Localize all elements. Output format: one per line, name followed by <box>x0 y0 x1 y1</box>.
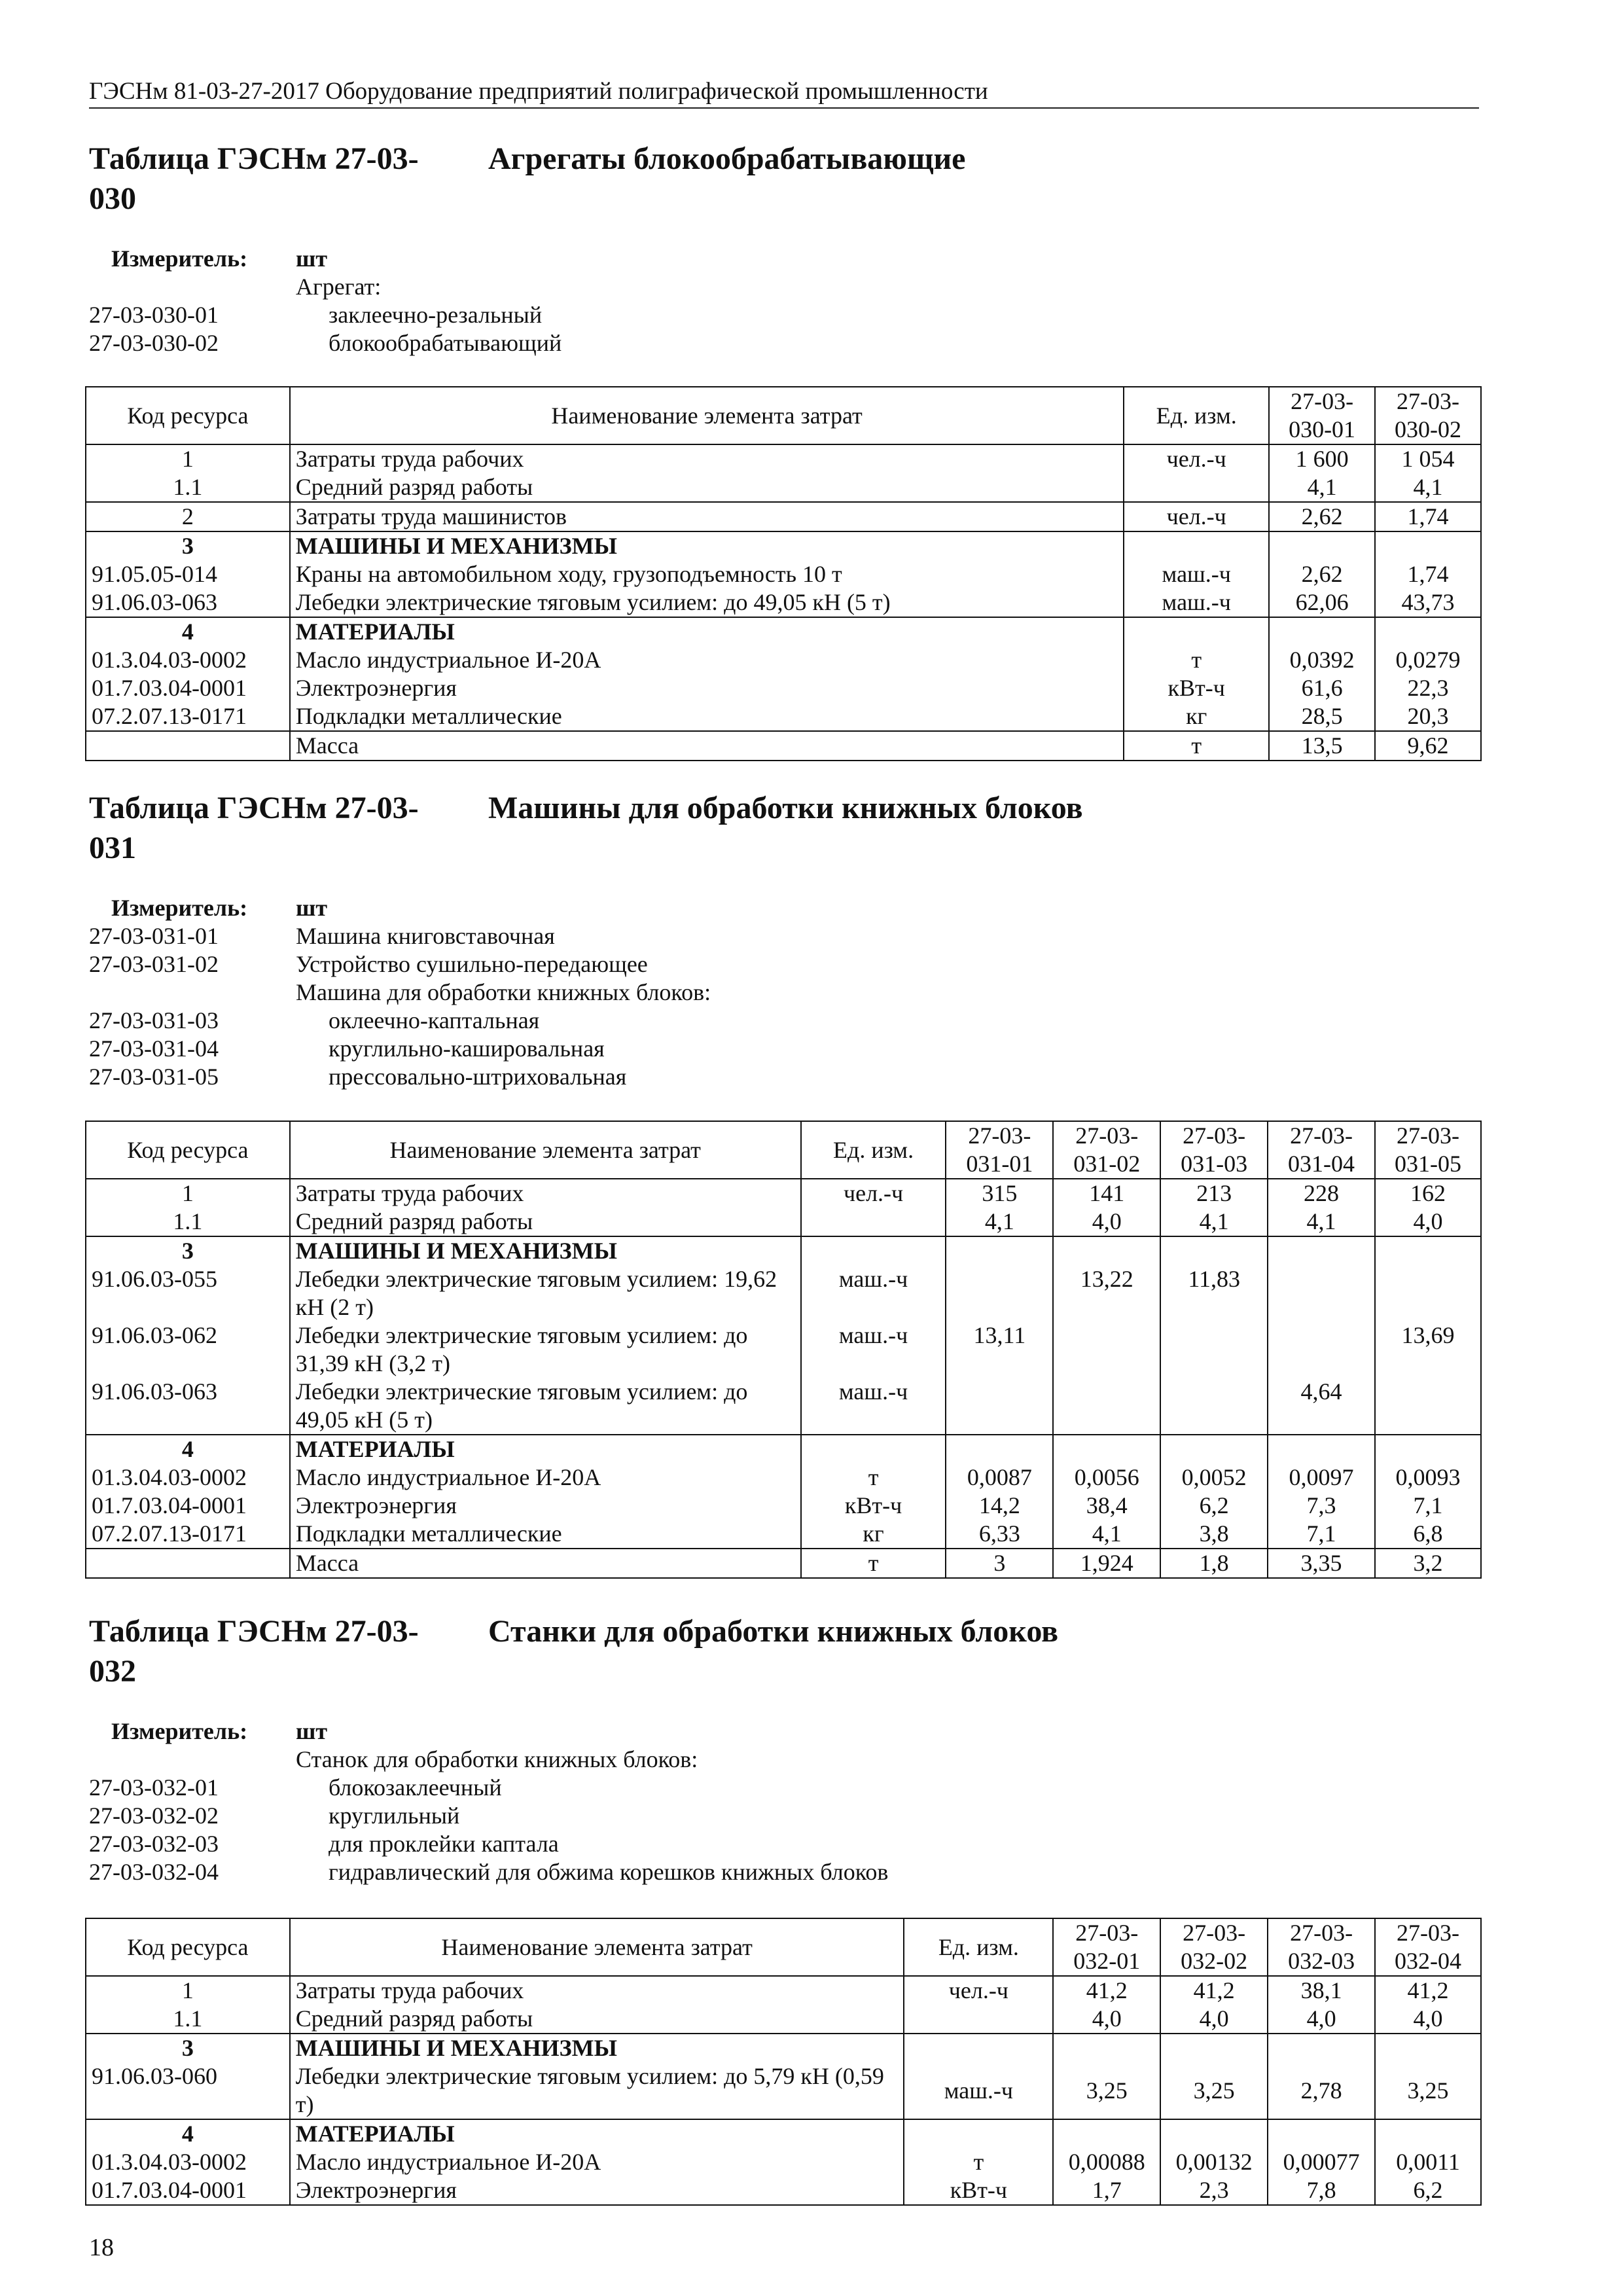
row-unit: чел.-ч <box>1124 502 1269 531</box>
table-row <box>86 1492 1481 1520</box>
row-value: 0,0392 <box>1269 646 1375 674</box>
meta-030: Измеритель: шт Агрегат: 27-03-030-01 заклеечно-резальный 27-03-030-02 блокообрабатывающий <box>89 245 562 356</box>
table-row <box>86 646 1481 674</box>
table-row <box>86 1236 1481 1265</box>
row-code: 91.06.03-063 <box>86 1378 290 1435</box>
row-value: 0,00088 <box>1053 2148 1160 2176</box>
row-value: 141 <box>1053 1179 1160 1208</box>
row-value: 3,35 <box>1268 1549 1375 1578</box>
col-header-code: Код ресурса <box>86 1918 290 1976</box>
row-value <box>946 1378 1053 1435</box>
row-value: 3,8 <box>1160 1520 1268 1549</box>
table-032 <box>85 1918 1482 2206</box>
row-code: 4 <box>86 1435 290 1463</box>
table-row <box>86 502 1481 531</box>
row-name: Средний разряд работы <box>290 473 1124 502</box>
row-code <box>86 1549 290 1578</box>
row-unit: т <box>801 1463 946 1492</box>
row-value: 13,5 <box>1269 731 1375 761</box>
row-value <box>1160 1378 1268 1435</box>
row-name: Лебедки электрические тяговым усилием: до 49,05 кН (5 т) <box>290 588 1124 617</box>
page-number: 18 <box>89 2234 114 2261</box>
row-value: 0,00132 <box>1160 2148 1268 2176</box>
row-value <box>1053 1378 1160 1435</box>
row-value: 7,1 <box>1268 1520 1375 1549</box>
table-row <box>86 531 1481 560</box>
table-title-031: Таблица ГЭСНм 27-03- 031 Машины для обработки книжных блоков <box>89 791 1083 865</box>
row-value <box>946 1236 1053 1265</box>
row-unit: кг <box>1124 702 1269 731</box>
row-value: 2,62 <box>1269 560 1375 588</box>
row-name: Лебедки электрические тяговым усилием: до 31,39 кН (3,2 т) <box>290 1321 801 1378</box>
row-value <box>1053 1236 1160 1265</box>
row-value: 13,69 <box>1375 1321 1481 1378</box>
row-value: 22,3 <box>1375 674 1481 702</box>
row-unit: маш.-ч <box>801 1378 946 1435</box>
row-value: 28,5 <box>1269 702 1375 731</box>
row-unit: маш.-ч <box>904 2062 1053 2119</box>
table-row <box>86 473 1481 502</box>
row-unit: т <box>1124 731 1269 761</box>
row-name: Краны на автомобильном ходу, грузоподъемность 10 т <box>290 560 1124 588</box>
col-header-name: Наименование элемента затрат <box>290 1121 801 1179</box>
row-value: 41,2 <box>1053 1976 1160 2005</box>
row-value: 0,00077 <box>1268 2148 1375 2176</box>
row-unit <box>1124 617 1269 646</box>
document-header: ГЭСНм 81-03-27-2017 Оборудование предприятий полиграфической промышленности <box>89 77 1479 109</box>
row-name: Затраты труда рабочих <box>290 444 1124 473</box>
row-value <box>1268 1321 1375 1378</box>
row-value: 43,73 <box>1375 588 1481 617</box>
row-value: 3,25 <box>1375 2062 1481 2119</box>
row-value: 0,0093 <box>1375 1463 1481 1492</box>
col-header-line: 031-02 <box>1073 1151 1141 1177</box>
row-unit: маш.-ч <box>801 1321 946 1378</box>
row-value: 14,2 <box>946 1492 1053 1520</box>
row-value: 62,06 <box>1269 588 1375 617</box>
col-header-line: 032-02 <box>1181 1948 1248 1974</box>
row-value: 6,8 <box>1375 1520 1481 1549</box>
row-value: 4,1 <box>946 1208 1053 1236</box>
col-header-line: 27-03- <box>1397 388 1459 414</box>
row-code: 2 <box>86 502 290 531</box>
row-value: 4,0 <box>1375 2005 1481 2034</box>
table-row <box>86 674 1481 702</box>
table-row <box>86 2119 1481 2148</box>
col-header-name: Наименование элемента затрат <box>290 387 1124 444</box>
row-value: 6,33 <box>946 1520 1053 1549</box>
row-value: 20,3 <box>1375 702 1481 731</box>
col-header-line: 032-04 <box>1395 1948 1462 1974</box>
row-name: МАТЕРИАЛЫ <box>290 1435 801 1463</box>
row-value <box>1375 531 1481 560</box>
row-unit: т <box>904 2148 1053 2176</box>
table-header-row <box>86 1121 1481 1179</box>
row-unit: чел.-ч <box>1124 444 1269 473</box>
row-unit: кг <box>801 1520 946 1549</box>
row-code: 01.7.03.04-0001 <box>86 2176 290 2205</box>
row-unit: маш.-ч <box>801 1265 946 1321</box>
row-value <box>1375 1378 1481 1435</box>
row-value <box>1375 2119 1481 2148</box>
table-header-row <box>86 387 1481 444</box>
meta-031: Измеритель: шт 27-03-031-01 Машина книговставочная 27-03-031-02 Устройство сушильно-передающее Машина для обработки книжных блоков: 27-03-031-03 оклеечно-каптальная 27-03-031-04 круглильно-кашировальная 27-03-031-05 прессовально-штриховальная <box>89 895 711 1090</box>
row-value <box>1268 1236 1375 1265</box>
row-name: Масло индустриальное И-20А <box>290 646 1124 674</box>
row-value: 213 <box>1160 1179 1268 1208</box>
row-unit: т <box>801 1549 946 1578</box>
row-value: 228 <box>1268 1179 1375 1208</box>
row-code: 3 <box>86 2034 290 2062</box>
col-header-line: 27-03- <box>1291 388 1354 414</box>
row-unit: кВт-ч <box>801 1492 946 1520</box>
row-code: 3 <box>86 1236 290 1265</box>
table-row <box>86 2148 1481 2176</box>
table-row <box>86 1208 1481 1236</box>
row-value: 3,2 <box>1375 1549 1481 1578</box>
row-value <box>1269 617 1375 646</box>
row-value: 3 <box>946 1549 1053 1578</box>
row-code: 07.2.07.13-0171 <box>86 702 290 731</box>
row-value: 1 600 <box>1269 444 1375 473</box>
row-name: Лебедки электрические тяговым усилием: до 5,79 кН (0,59 т) <box>290 2062 904 2119</box>
table-row <box>86 1265 1481 1321</box>
row-code: 1 <box>86 444 290 473</box>
row-value <box>1160 2119 1268 2148</box>
row-value: 2,3 <box>1160 2176 1268 2205</box>
table-row <box>86 560 1481 588</box>
row-value <box>1160 1321 1268 1378</box>
row-value <box>1160 1236 1268 1265</box>
row-name: Затраты труда рабочих <box>290 1976 904 2005</box>
row-code: 4 <box>86 2119 290 2148</box>
row-value: 3,25 <box>1053 2062 1160 2119</box>
col-header-variant <box>1053 1121 1160 1179</box>
row-code: 01.7.03.04-0001 <box>86 1492 290 1520</box>
row-value: 4,1 <box>1269 473 1375 502</box>
col-header-unit: Ед. изм. <box>801 1121 946 1179</box>
table-031 <box>85 1121 1482 1579</box>
row-name: МАШИНЫ И МЕХАНИЗМЫ <box>290 531 1124 560</box>
row-value: 6,2 <box>1160 1492 1268 1520</box>
row-unit <box>801 1208 946 1236</box>
table-030 <box>85 386 1482 761</box>
row-value: 315 <box>946 1179 1053 1208</box>
row-name: МАТЕРИАЛЫ <box>290 2119 904 2148</box>
col-header-line: 27-03- <box>1183 1122 1246 1149</box>
row-code: 1.1 <box>86 2005 290 2034</box>
row-value <box>1268 2119 1375 2148</box>
row-name: Средний разряд работы <box>290 2005 904 2034</box>
row-value: 162 <box>1375 1179 1481 1208</box>
row-value: 1,74 <box>1375 502 1481 531</box>
row-name: МАШИНЫ И МЕХАНИЗМЫ <box>290 1236 801 1265</box>
row-name: Лебедки электрические тяговым усилием: 19,62 кН (2 т) <box>290 1265 801 1321</box>
row-name: Средний разряд работы <box>290 1208 801 1236</box>
row-value <box>1375 617 1481 646</box>
row-value <box>1375 2034 1481 2062</box>
col-header-unit: Ед. изм. <box>904 1918 1053 1976</box>
col-header-variant <box>1160 1918 1268 1976</box>
row-value: 1,7 <box>1053 2176 1160 2205</box>
col-header-variant <box>1053 1918 1160 1976</box>
table-row <box>86 617 1481 646</box>
row-value: 4,64 <box>1268 1378 1375 1435</box>
row-unit <box>801 1236 946 1265</box>
row-name: Подкладки металлические <box>290 702 1124 731</box>
table-row <box>86 2062 1481 2119</box>
row-code: 91.05.05-014 <box>86 560 290 588</box>
row-value <box>1160 2034 1268 2062</box>
row-value: 1,74 <box>1375 560 1481 588</box>
row-unit: чел.-ч <box>801 1179 946 1208</box>
col-header-line: 27-03- <box>1290 1920 1353 1946</box>
row-value: 38,4 <box>1053 1492 1160 1520</box>
table-title-032: Таблица ГЭСНм 27-03- 032 Станки для обработки книжных блоков <box>89 1614 1059 1689</box>
row-name: Лебедки электрические тяговым усилием: до 49,05 кН (5 т) <box>290 1378 801 1435</box>
row-unit: т <box>1124 646 1269 674</box>
meta-032: Измеритель: шт Станок для обработки книжных блоков: 27-03-032-01 блокозаклеечный 27-03-032-02 круглильный 27-03-032-03 для проклейки каптала 27-03-032-04 гидравлический для обжима корешков книжных блоков <box>89 1718 889 1885</box>
table-row <box>86 1976 1481 2005</box>
row-unit <box>904 2005 1053 2034</box>
row-unit <box>1124 531 1269 560</box>
row-code: 01.3.04.03-0002 <box>86 646 290 674</box>
row-value: 4,0 <box>1160 2005 1268 2034</box>
row-value <box>1269 531 1375 560</box>
col-header-variant <box>946 1121 1053 1179</box>
row-code: 01.3.04.03-0002 <box>86 1463 290 1492</box>
row-value: 4,1 <box>1160 1208 1268 1236</box>
row-value <box>1268 2034 1375 2062</box>
row-value <box>1053 1321 1160 1378</box>
row-value: 7,3 <box>1268 1492 1375 1520</box>
table-row <box>86 731 1481 761</box>
table-row <box>86 1520 1481 1549</box>
row-value <box>946 1265 1053 1321</box>
table-row <box>86 588 1481 617</box>
col-header-variant <box>1269 387 1375 444</box>
row-value <box>1268 1265 1375 1321</box>
row-value: 11,83 <box>1160 1265 1268 1321</box>
col-header-line: 27-03- <box>968 1122 1031 1149</box>
row-code: 01.7.03.04-0001 <box>86 674 290 702</box>
row-value: 3,25 <box>1160 2062 1268 2119</box>
row-value: 0,0279 <box>1375 646 1481 674</box>
row-code: 91.06.03-060 <box>86 2062 290 2119</box>
row-value: 4,1 <box>1268 1208 1375 1236</box>
col-header-line: 030-02 <box>1395 416 1462 442</box>
row-value: 0,0087 <box>946 1463 1053 1492</box>
row-value: 61,6 <box>1269 674 1375 702</box>
col-header-line: 27-03- <box>1183 1920 1246 1946</box>
row-value: 0,0056 <box>1053 1463 1160 1492</box>
col-header-code: Код ресурса <box>86 387 290 444</box>
table-row <box>86 1549 1481 1578</box>
row-value: 6,2 <box>1375 2176 1481 2205</box>
col-header-name: Наименование элемента затрат <box>290 1918 904 1976</box>
row-code <box>86 731 290 761</box>
table-row <box>86 702 1481 731</box>
table-row <box>86 2005 1481 2034</box>
table-header-row <box>86 1918 1481 1976</box>
col-header-variant <box>1375 1121 1481 1179</box>
row-value <box>1375 1236 1481 1265</box>
table-row <box>86 1321 1481 1378</box>
row-value <box>1268 1435 1375 1463</box>
row-name: МАШИНЫ И МЕХАНИЗМЫ <box>290 2034 904 2062</box>
row-value <box>1160 1435 1268 1463</box>
row-name: Электроэнергия <box>290 2176 904 2205</box>
row-value: 0,0097 <box>1268 1463 1375 1492</box>
row-value: 0,0011 <box>1375 2148 1481 2176</box>
row-value: 1,8 <box>1160 1549 1268 1578</box>
row-code: 91.06.03-062 <box>86 1321 290 1378</box>
row-value: 41,2 <box>1160 1976 1268 2005</box>
row-value: 4,0 <box>1375 1208 1481 1236</box>
row-code: 1.1 <box>86 1208 290 1236</box>
row-value: 7,8 <box>1268 2176 1375 2205</box>
col-header-line: 27-03- <box>1397 1122 1459 1149</box>
table-title-030: Таблица ГЭСНм 27-03- 030 Агрегаты блокообрабатывающие <box>89 141 966 216</box>
row-value: 1 054 <box>1375 444 1481 473</box>
row-value: 4,0 <box>1053 1208 1160 1236</box>
col-header-line: 032-01 <box>1073 1948 1141 1974</box>
row-name: Масло индустриальное И-20А <box>290 1463 801 1492</box>
row-name: Масло индустриальное И-20А <box>290 2148 904 2176</box>
row-unit <box>904 2119 1053 2148</box>
row-value: 38,1 <box>1268 1976 1375 2005</box>
col-header-variant <box>1268 1121 1375 1179</box>
row-name: Затраты труда рабочих <box>290 1179 801 1208</box>
row-unit: маш.-ч <box>1124 560 1269 588</box>
row-value <box>946 1435 1053 1463</box>
table-row <box>86 2034 1481 2062</box>
row-value: 9,62 <box>1375 731 1481 761</box>
col-header-line: 27-03- <box>1397 1920 1460 1946</box>
row-code: 1 <box>86 1976 290 2005</box>
row-code: 3 <box>86 531 290 560</box>
col-header-line: 031-05 <box>1395 1151 1461 1177</box>
row-name: Электроэнергия <box>290 674 1124 702</box>
row-unit <box>1124 473 1269 502</box>
row-code: 01.3.04.03-0002 <box>86 2148 290 2176</box>
row-name: Масса <box>290 1549 801 1578</box>
row-name: Электроэнергия <box>290 1492 801 1520</box>
row-name: Затраты труда машинистов <box>290 502 1124 531</box>
row-value: 13,22 <box>1053 1265 1160 1321</box>
row-value: 4,1 <box>1053 1520 1160 1549</box>
row-unit: чел.-ч <box>904 1976 1053 2005</box>
row-code: 1.1 <box>86 473 290 502</box>
row-value: 1,924 <box>1053 1549 1160 1578</box>
row-value: 41,2 <box>1375 1976 1481 2005</box>
row-value: 7,1 <box>1375 1492 1481 1520</box>
col-header-line: 27-03- <box>1075 1122 1139 1149</box>
table-row <box>86 1378 1481 1435</box>
row-value: 2,78 <box>1268 2062 1375 2119</box>
row-value <box>1375 1265 1481 1321</box>
row-code: 07.2.07.13-0171 <box>86 1520 290 1549</box>
col-header-code: Код ресурса <box>86 1121 290 1179</box>
table-row <box>86 1179 1481 1208</box>
row-name: Подкладки металлические <box>290 1520 801 1549</box>
table-row <box>86 2176 1481 2205</box>
row-code: 91.06.03-055 <box>86 1265 290 1321</box>
col-header-line: 27-03- <box>1290 1122 1353 1149</box>
table-row <box>86 1435 1481 1463</box>
col-header-variant <box>1160 1121 1268 1179</box>
col-header-unit: Ед. изм. <box>1124 387 1269 444</box>
row-value: 4,0 <box>1268 2005 1375 2034</box>
row-unit: маш.-ч <box>1124 588 1269 617</box>
col-header-variant <box>1268 1918 1375 1976</box>
col-header-variant <box>1375 1918 1481 1976</box>
row-code: 1 <box>86 1179 290 1208</box>
row-code: 91.06.03-063 <box>86 588 290 617</box>
col-header-variant <box>1375 387 1481 444</box>
row-unit: кВт-ч <box>904 2176 1053 2205</box>
table-row <box>86 1463 1481 1492</box>
row-value: 2,62 <box>1269 502 1375 531</box>
row-value <box>1053 2034 1160 2062</box>
row-value: 4,1 <box>1375 473 1481 502</box>
col-header-line: 032-03 <box>1288 1948 1355 1974</box>
row-name: МАТЕРИАЛЫ <box>290 617 1124 646</box>
row-value <box>1053 2119 1160 2148</box>
col-header-line: 031-01 <box>966 1151 1033 1177</box>
row-unit: кВт-ч <box>1124 674 1269 702</box>
col-header-line: 030-01 <box>1289 416 1356 442</box>
row-name: Масса <box>290 731 1124 761</box>
col-header-line: 27-03- <box>1075 1920 1139 1946</box>
row-value: 0,0052 <box>1160 1463 1268 1492</box>
row-value: 13,11 <box>946 1321 1053 1378</box>
row-value <box>1053 1435 1160 1463</box>
row-unit <box>904 2034 1053 2062</box>
row-unit <box>801 1435 946 1463</box>
table-row <box>86 444 1481 473</box>
col-header-line: 031-04 <box>1288 1151 1355 1177</box>
col-header-line: 031-03 <box>1181 1151 1248 1177</box>
row-value <box>1375 1435 1481 1463</box>
row-value: 4,0 <box>1053 2005 1160 2034</box>
row-code: 4 <box>86 617 290 646</box>
